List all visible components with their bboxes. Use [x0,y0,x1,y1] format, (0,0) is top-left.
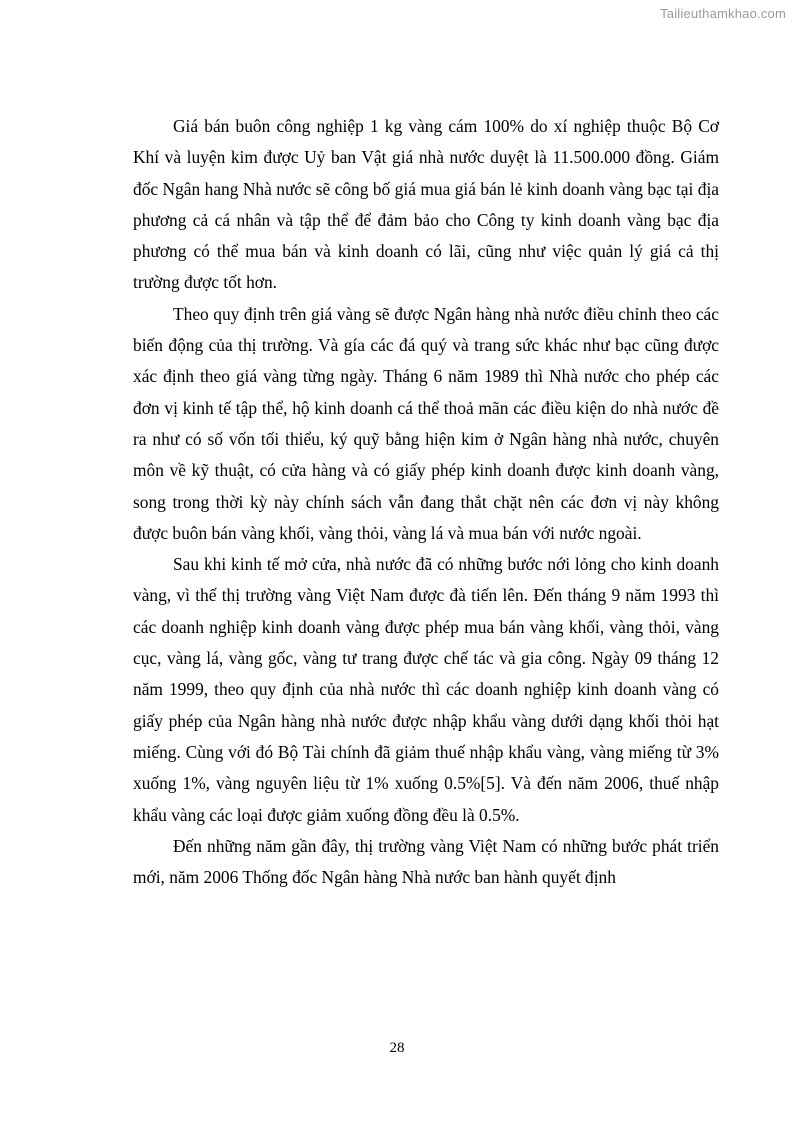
watermark-text: Tailieuthamkhao.com [660,6,786,21]
paragraph-price-regulation: Theo quy định trên giá vàng sẽ được Ngân hàng nhà nước điều chỉnh theo các biến động của thị trường. Và gía các đá quý và trang sức khác như bạc cũng được xác định theo giá vàng từng ngày. Tháng 6 năm 1989 thì Nhà nước cho phép các đơn vị kinh tế tập thể, hộ kinh doanh cá thể thoả mãn các điều kiện do nhà nước đề ra như có số vốn tối thiểu, ký quỹ bằng hiện kim ở Ngân hàng nhà nước, chuyên môn về kỹ thuật, có cửa hàng và có giấy phép kinh doanh được kinh doanh vàng, song trong thời kỳ này chính sách vẫn đang thắt chặt nên các đơn vị này không được buôn bán vàng khối, vàng thỏi, vàng lá và mua bán với nước ngoài. [133,303,719,543]
paragraph-recent-developments: Đến những năm gần đây, thị trường vàng Việt Nam có những bước phát triển mới, năm 2006 Thống đốc Ngân hàng Nhà nước ban hành quyết định [133,835,719,888]
paragraph-gold-wholesale-price: Giá bán buôn công nghiệp 1 kg vàng cám 100% do xí nghiệp thuộc Bộ Cơ Khí và luyện kim được Uỷ ban Vật giá nhà nước duyệt là 11.500.000 đồng. Giám đốc Ngân hang Nhà nước sẽ công bố giá mua giá bán lẻ kinh doanh vàng bạc tại địa phương cả cá nhân và tập thể để đảm bảo cho Công ty kinh doanh vàng bạc địa phương có thể mua bán và kinh doanh có lãi, cũng như việc quản lý giá cả thị trường được tốt hơn. [133,116,719,293]
paragraph-market-opening: Sau khi kinh tế mở cửa, nhà nước đã có những bước nới lỏng cho kinh doanh vàng, vì thế thị trường vàng Việt Nam được đà tiến lên. Đến tháng 9 năm 1993 thì các doanh nghiệp kinh doanh vàng được phép mua bán vàng khối, vàng thỏi, vàng cục, vàng lá, vàng gốc, vàng tư trang được chế tác và gia công. Ngày 09 tháng 12 năm 1999, theo quy định của nhà nước thì các doanh nghiệp kinh doanh vàng có giấy phép của Ngân hàng nhà nước được nhập khẩu vàng dưới dạng khối thỏi hạt miếng. Cùng với đó Bộ Tài chính đã giảm thuế nhập khẩu vàng, vàng miếng từ 3% xuống 1%, vàng nguyên liệu từ 1% xuống 0.5%[5]. Và đến năm 2006, thuế nhập khẩu vàng các loại được giảm xuống đồng đều là 0.5%. [133,554,719,825]
page-number: 28 [389,1040,405,1056]
document-body [133,111,719,893]
